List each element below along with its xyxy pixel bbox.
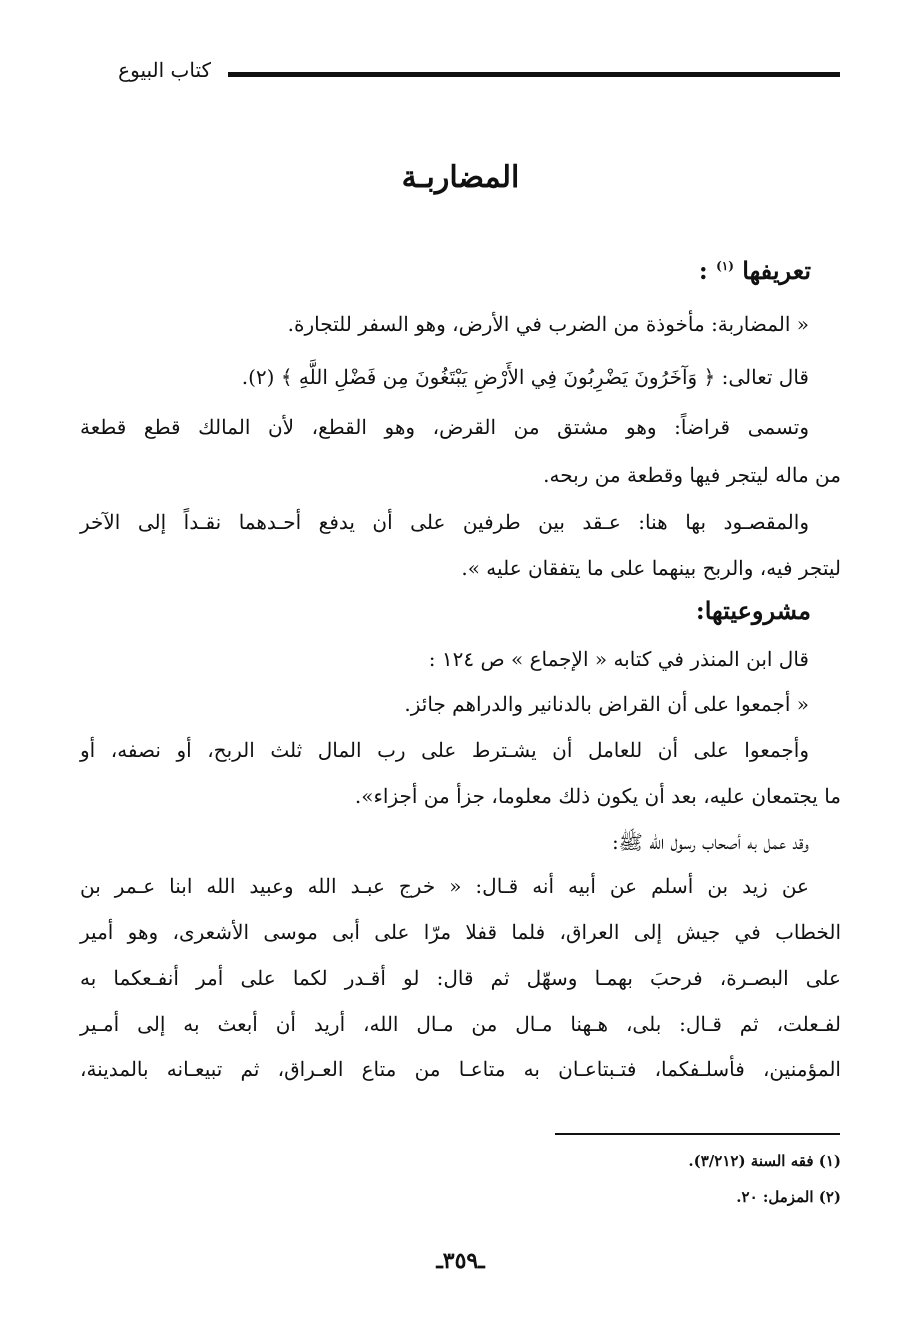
running-header-title: كتاب البيوع — [118, 58, 211, 82]
text-line: « أجمعوا على أن القراض بالدنانير والدراهم جائز. — [404, 692, 809, 716]
heading-colon: : — [698, 256, 708, 285]
text-line: من ماله ليتجر فيها وقطعة من ربحه. — [543, 463, 841, 487]
text-line: وقد عمل به أصحاب رسول الله ﷺ: — [611, 830, 809, 854]
footnote-2: (٢) المزمل: ٢٠. — [736, 1188, 841, 1206]
quran-verse-line: قال تعالى: ﴿ وَآخَرُونَ يَضْرِبُونَ فِي الأَرْضِ يَبْتَغُونَ مِن فَضْلِ اللَّهِ ﴾ (٢). — [241, 365, 809, 389]
text-line: لفـعلت، ثم قـال: بلى، هـهنا مـال من مـال الله، أريد أن أبعث به إلى أمـير — [80, 1012, 841, 1036]
page-number: ـ٣٥٩ـ — [436, 1248, 485, 1274]
section-heading-legitimacy: مشروعيتها: — [695, 596, 811, 625]
text-line: عن زيد بن أسلم عن أبيه أنه قـال: « خرج عبـد الله وعبيد الله ابنا عـمر بن — [80, 874, 809, 898]
footnote-1: (١) فقه السنة (٣/٢١٢). — [688, 1152, 841, 1170]
text-line: الخطاب في جيش إلى العراق، فلما قفلا مرّا على أبى موسى الأشعرى، وهو أمير — [80, 920, 841, 944]
chapter-title: المضاربـة — [401, 160, 520, 195]
text-line: وأجمعوا على أن للعامل أن يشـترط على رب المال ثلث الربح، أو نصفه، أو — [80, 738, 809, 762]
text-line: « المضاربة: مأخوذة من الضرب في الأرض، وهو السفر للتجارة. — [287, 312, 809, 336]
text-line: والمقصـود بها هنا: عـقد بين طرفين على أن يدفع أحـدهما نقـداً إلى الآخر — [80, 510, 809, 534]
text-line: المؤمنين، فأسلـفكما، فتـبتاعـان به متاعـا من متاع العـراق، ثم تبيعـانه بالمدينة، — [80, 1057, 841, 1081]
text-line: ليتجر فيه، والربح بينهما على ما يتفقان عليه ». — [461, 556, 841, 580]
footnote-marker: (١) — [716, 259, 734, 273]
text-line: على البصـرة، فرحبَ بهمـا وسهّل ثم قال: لو أقـدر لكما على أمر أنفـعكما به — [80, 966, 841, 990]
footnote-rule — [555, 1133, 840, 1135]
heading-text: تعريفها — [742, 256, 811, 285]
section-heading-definition — [699, 256, 811, 285]
text-line: قال ابن المنذر في كتابه « الإجماع » ص ١٢٤ : — [428, 647, 809, 671]
text-line: وتسمى قراضاً: وهو مشتق من القرض، وهو القطع، لأن المالك قطع قطعة — [80, 415, 809, 439]
header-rule — [228, 72, 840, 77]
text-line: ما يجتمعان عليه، بعد أن يكون ذلك معلوما، جزأ من أجزاء». — [354, 784, 841, 808]
